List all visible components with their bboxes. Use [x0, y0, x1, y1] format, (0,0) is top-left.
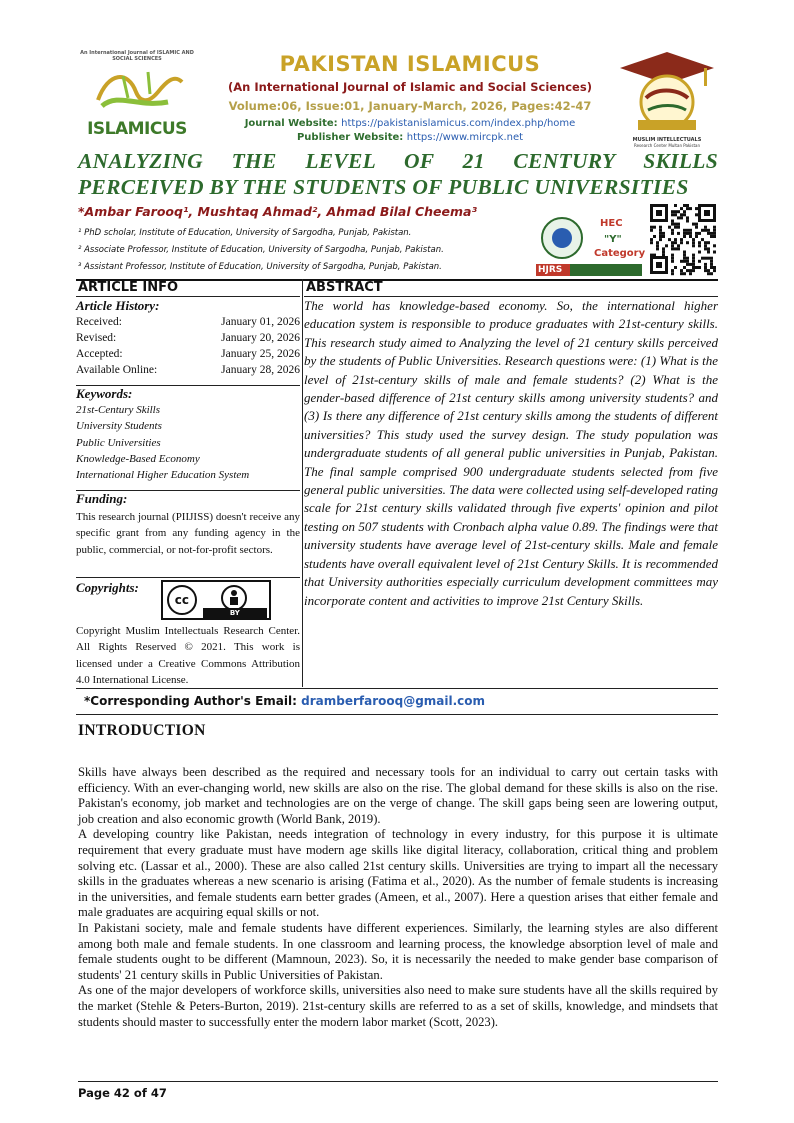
affiliation-2: ² Associate Professor, Institute of Education, University of Sargodha, Punjab, Pakistan. [78, 245, 444, 255]
cc-by-badge[interactable] [161, 580, 271, 620]
affiliation-1: ¹ PhD scholar, Institute of Education, University of Sargodha, Punjab, Pakistan. [78, 228, 412, 238]
qr-icon [650, 204, 718, 276]
history-date: January 20, 2026 [221, 332, 300, 344]
hec-category: "Y" [604, 234, 622, 245]
history-label: Available Online: [76, 364, 158, 376]
intro-paragraph: As one of the major developers of workforce skills, universities also need to make sure students have all the skills required by the market (Stehle & Peters-Burton, 2019). 21st-century skills are referred to as a set of skills, knowledge, and mindsets that students should master to successfully enter the modern labor market (Scott, 2023). [78, 983, 718, 1029]
history-date: January 25, 2026 [221, 348, 300, 360]
funding-label: Funding: [76, 491, 128, 506]
article-history-label: Article History: [76, 298, 160, 313]
qr-code[interactable] [650, 204, 718, 276]
article-info-heading: ARTICLE INFO [78, 280, 179, 295]
intro-paragraph: A developing country like Pakistan, needs integration of technology in every industry, for this purpose it is ultimate requirement that every graduate must have modern age skills like digital literacy, collaboration, critical thing and problem solving etc. (Lassar et al., 2000). These are also called 21st century skills. Universities are trying to impart all the necessary skills in the graduates whereas a new scenario is arising (Fatima et al., 2020). As the number of female students is increasing in the universities, and female students earn better grades (Ameen, et al., 2007). Here a question arises that either female and male graduates are acquiring equal skills or not. [78, 827, 718, 920]
keyword-item: 21st-Century Skills [76, 404, 161, 416]
affiliation-3: ³ Assistant Professor, Institute of Education, University of Sargodha, Punjab, Pakistan. [78, 262, 442, 272]
abstract-text: The world has knowledge-based economy. So, the international higher education system is responsible to produce graduates with 21st-century skills. This research study aimed to Analyzing the level of 21 century skills perceived by the students of Public Universities. Research questions were: (1) What is the level of 21st-century skills of male and female students? (2) What is the gender-based difference of 21st century skills among university students? and (3) Is there any difference of 21st century skills among the students of different universities? This study used the survey design. The study population was undergraduate students of all general public universities in Punjab, Pakistan. The final sample comprised 900 undergraduate students selected from five general public universities. The data were collected using self-developed rating scale for 21st century skills validated through five experts' opinion and pilot testing on 507 students with Cronbach alpha value 0.89. The findings were that university students have average level of 21st-century skills. Male and female students have overall equivalent level of 21st Century Skills. It is recommended that University authorities especially curriculum development committees may incorporate content and activities to improve 21st Century Skills. [304, 298, 718, 608]
introduction-heading: INTRODUCTION [78, 722, 206, 739]
mortarboard-icon [618, 50, 716, 132]
by-label: BY [203, 608, 267, 618]
history-label: Accepted: [76, 348, 123, 360]
calligraphy-icon [78, 62, 196, 112]
page-number: Page 42 of 47 [78, 1086, 167, 1100]
hec-category-logo [534, 214, 646, 278]
hjrs-label: HJRS [538, 265, 563, 275]
keyword-item: Public Universities [76, 436, 161, 449]
keywords-panel [76, 386, 300, 483]
journal-website-label: Journal Website: [244, 118, 338, 129]
copyrights-panel [76, 580, 300, 688]
hec-category-label: Category [594, 248, 646, 259]
funding-panel [76, 491, 300, 558]
muslim-intellectuals-logo [618, 50, 716, 148]
history-date: January 28, 2026 [221, 364, 300, 376]
article-history-list [76, 314, 300, 378]
corresponding-email[interactable]: dramberfarooq@gmail.com [301, 694, 486, 708]
cc-icon: cc [167, 585, 197, 615]
journal-title: PAKISTAN ISLAMICUS [279, 52, 541, 76]
volume-line: Volume:06, Issue:01, January-March, 2026, Pages:42-47 [228, 99, 592, 113]
keyword-item: Knowledge-Based Economy [76, 452, 200, 465]
islamicus-logo [78, 50, 196, 142]
history-row [76, 346, 300, 362]
publisher-website [200, 132, 620, 143]
corresponding-author [84, 694, 485, 708]
introduction-body [78, 765, 718, 1030]
title-line-1: ANALYZING THE LEVEL OF 21 CENTURY SKILLS [78, 149, 718, 173]
keyword-item: University Students [76, 420, 162, 433]
copyright-text: Copyright Muslim Intellectuals Research Center. All Rights Reserved © 2021. This work is licensed under a Creative Commons Attribution 4.0 International License. [76, 625, 300, 686]
journal-subtitle: (An International Journal of Islamic and Social Sciences) [228, 80, 592, 94]
intro-paragraph: In Pakistani society, male and female students have different experiences. Similarly, the learning styles are also different among both male and female students. In one classroom and learning process, the knowledge absorption level of male and female students ought to be different (Mamnoun, 2023). So, it is necessarily the needed to make gender base comparison of students' 21 century skills in Public Universities of Pakistan. [78, 920, 718, 982]
history-row [76, 330, 300, 346]
intro-paragraph: Skills have always been described as the required and necessary tools for an individual to carry out certain tasks with efficiency. With an ever-changing world, new skills are also on the rise. The global demand for these skills is also on the rise. Pakistan's economy, job market and technologies are on the verge of change. The skill gaps being seen are lowering output, job creation and also economic growth (World Bank, 2019). [78, 765, 718, 826]
abstract-heading: ABSTRACT [306, 280, 383, 295]
copyrights-label: Copyrights: [76, 580, 139, 595]
logo-small-text: An International Journal of ISLAMIC AND SOCIAL SCIENCES [80, 50, 194, 62]
history-label: Revised: [76, 332, 117, 344]
hec-text: HEC [600, 218, 623, 229]
authors: *Ambar Farooq¹, Mushtaq Ahmad², Ahmad Bilal Cheema³ [78, 204, 477, 219]
abstract-panel [304, 297, 718, 610]
title-line-2: PERCEIVED BY THE STUDENTS OF PUBLIC UNIVERSITIES [78, 175, 689, 199]
journal-website [200, 118, 620, 129]
right-logo-sub: Research Center Multan Pakistan [633, 143, 701, 148]
keywords-label: Keywords: [76, 386, 133, 401]
keyword-item: International Higher Education System [76, 469, 250, 482]
publisher-website-label: Publisher Website: [296, 132, 404, 143]
keywords-list [76, 402, 300, 483]
article-title [78, 148, 718, 200]
history-date: January 01, 2026 [221, 316, 300, 328]
history-row [76, 314, 300, 330]
right-logo-name: MUSLIM INTELLECTUALS [632, 137, 702, 143]
corresponding-label: *Corresponding Author's Email: [84, 694, 297, 708]
logo-name: ISLAMICUS [87, 119, 187, 139]
publisher-website-link[interactable]: https://www.mircpk.net [406, 132, 524, 143]
journal-website-link[interactable]: https://pakistanislamicus.com/index.php/home [341, 118, 576, 129]
funding-text: This research journal (PIIJISS) doesn't receive any specific grant from any funding agency in the public, commercial, or not-for-profit sectors. [76, 511, 300, 556]
article-info-panel [76, 298, 300, 378]
history-row [76, 362, 300, 378]
history-label: Received: [76, 316, 122, 328]
